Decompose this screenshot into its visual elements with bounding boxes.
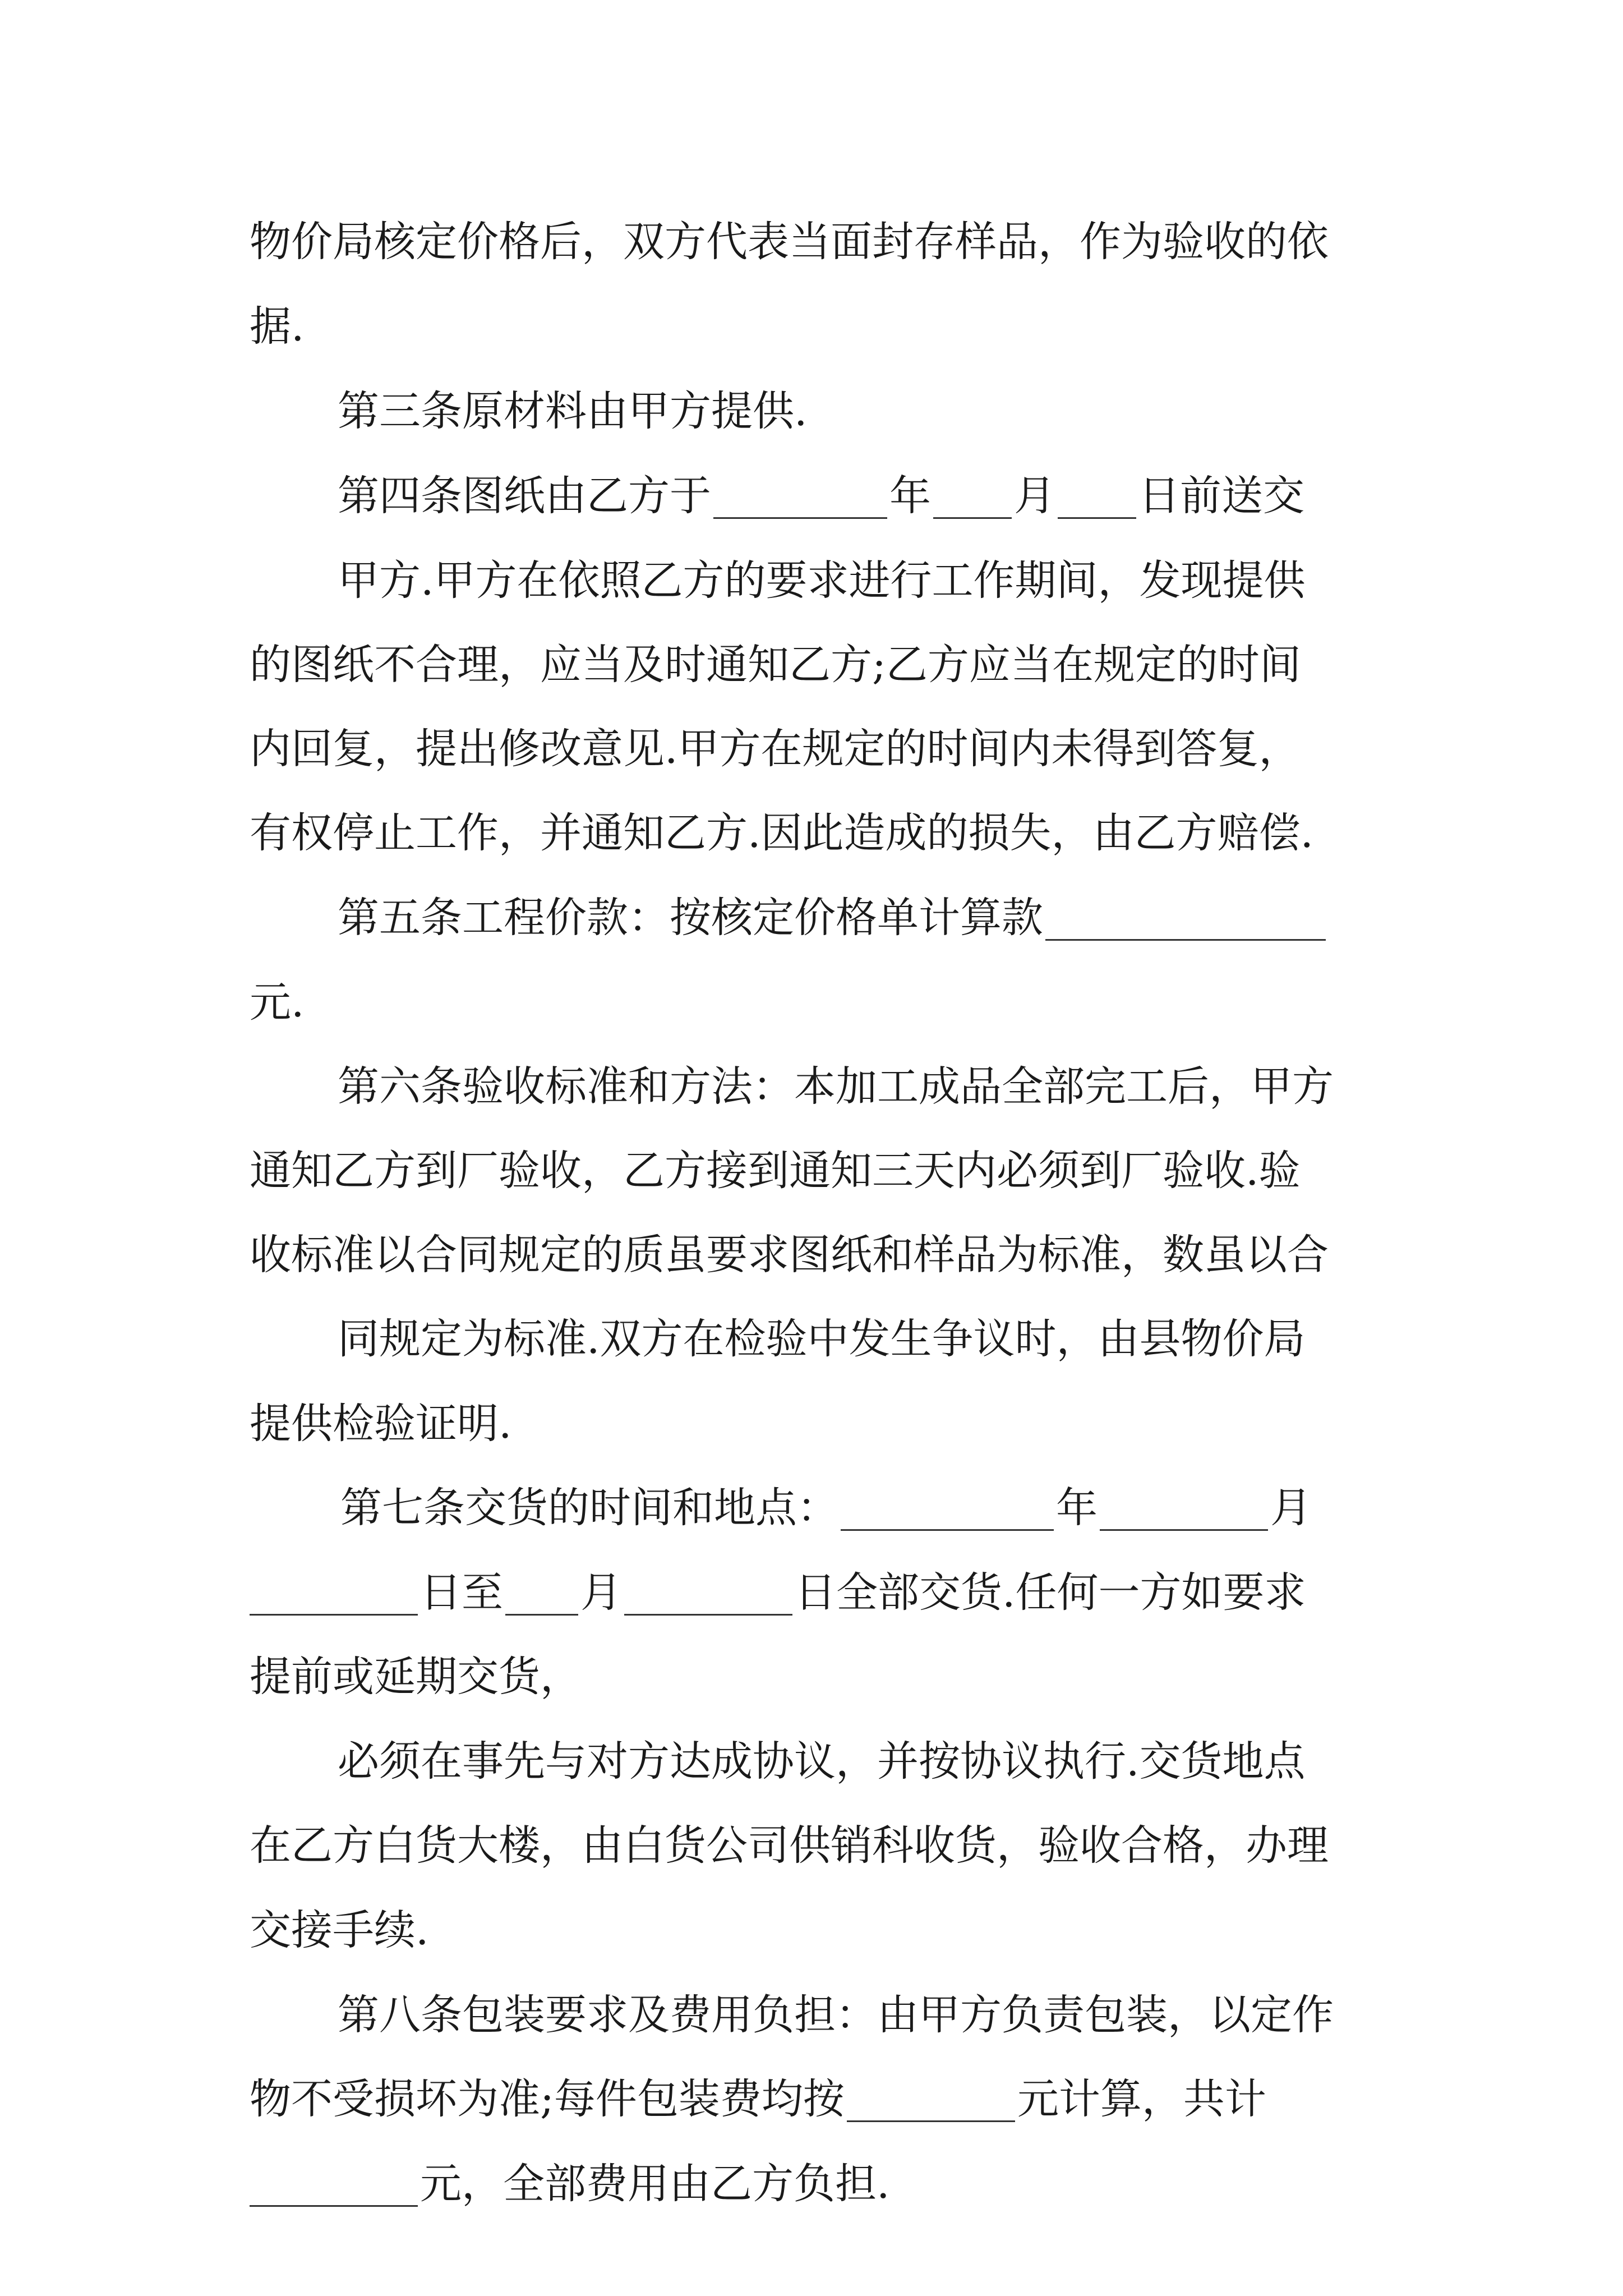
article-8	[338, 1987, 1334, 2043]
line-text: 同规定为标准.双方在检验中发生争议时，由县物价局	[338, 1315, 1306, 1363]
line-text: 交接手续.	[250, 1906, 429, 1954]
blank-field[interactable]	[1100, 1490, 1268, 1531]
line-text: 在乙方白货大楼，由白货公司供销科收货，验收合格，办理	[250, 1821, 1329, 1870]
line-text: 元.	[250, 978, 305, 1027]
line-text: 提供检验证明.	[250, 1400, 512, 1448]
paragraph-line	[250, 721, 1382, 777]
line-text: 据.	[250, 302, 305, 351]
paragraph-line	[250, 1902, 429, 1958]
blank-field[interactable]	[841, 1490, 1054, 1531]
paragraph-line	[250, 214, 1382, 270]
line-text: 必须在事先与对方达成协议，并按协议执行.交货地点	[338, 1737, 1306, 1786]
line-text: 月	[1014, 472, 1055, 520]
paragraph-line	[250, 298, 305, 355]
line-text: 日全部交货.任何一方如要求	[795, 1568, 1306, 1617]
paragraph-line	[250, 637, 1382, 693]
paragraph-line	[250, 974, 305, 1030]
paragraph-line	[250, 1227, 1382, 1283]
line-text: 日至	[420, 1568, 503, 1617]
line-text: 内回复，提出修改意见.甲方在规定的时间内未得到答复，	[250, 725, 1301, 773]
blank-field[interactable]	[1058, 478, 1136, 519]
line-text: 物不受损坏为准;每件包装费均按	[250, 2075, 845, 2123]
line-text: 甲方.甲方在依照乙方的要求进行工作期间，发现提供	[338, 556, 1306, 605]
article-6	[338, 1059, 1334, 1115]
blank-field[interactable]	[250, 2166, 418, 2207]
line-text: 年	[1056, 1484, 1098, 1532]
blank-field[interactable]	[847, 2081, 1015, 2122]
line-text: 第八条包装要求及费用负担：由甲方负责包装，以定作	[338, 1991, 1334, 2039]
line-text: 年	[889, 472, 931, 520]
paragraph-line	[250, 1649, 582, 1705]
line-text: 月	[1270, 1484, 1312, 1532]
paragraph-line	[250, 1818, 1382, 1874]
blank-field[interactable]	[713, 478, 887, 519]
line-text: 元，全部费用由乙方负担.	[420, 2160, 890, 2208]
paragraph-line	[338, 1733, 1306, 1789]
article-4	[338, 468, 1304, 524]
line-text: 物价局核定价格后，双方代表当面封存样品，作为验收的依	[250, 218, 1329, 266]
line-text: 的图纸不合理，应当及时通知乙方;乙方应当在规定的时间	[250, 641, 1301, 689]
article-7	[340, 1480, 1312, 1536]
line-text: 月	[580, 1568, 622, 1617]
blank-field[interactable]	[250, 1575, 418, 1616]
paragraph-line	[338, 553, 1306, 609]
paragraph-line	[250, 1565, 1306, 1621]
line-text: 第五条工程价款：按核定价格单计算款	[338, 894, 1043, 942]
line-text: 第三条原材料由甲方提供.	[338, 387, 808, 435]
line-text: 有权停止工作，并通知乙方.因此造成的损失，由乙方赔偿.	[250, 809, 1314, 857]
article-3	[338, 383, 808, 439]
line-text: 第四条图纸由乙方于	[338, 472, 711, 520]
line-text: 元计算，共计	[1017, 2075, 1266, 2123]
line-text: 第六条验收标准和方法：本加工成品全部完工后，甲方	[338, 1062, 1334, 1111]
line-text: 第七条交货的时间和地点：	[340, 1484, 838, 1532]
blank-field[interactable]	[933, 478, 1012, 519]
paragraph-line	[250, 805, 1382, 861]
paragraph-line	[250, 1143, 1382, 1199]
line-text: 收标准以合同规定的质虽要求图纸和样品为标准，数虽以合	[250, 1231, 1329, 1279]
paragraph-line	[250, 2071, 1266, 2127]
line-text: 提前或延期交货，	[250, 1653, 582, 1701]
blank-field[interactable]	[505, 1575, 578, 1616]
blank-field[interactable]	[624, 1575, 792, 1616]
line-text: 日前送交	[1138, 472, 1304, 520]
blank-field[interactable]	[1045, 900, 1326, 941]
article-5	[338, 890, 1328, 946]
line-text: 通知乙方到厂验收，乙方接到通知三天内必须到厂验收.验	[250, 1147, 1301, 1195]
paragraph-line	[250, 2156, 890, 2212]
paragraph-line	[338, 1311, 1306, 1367]
paragraph-line	[250, 1396, 512, 1452]
